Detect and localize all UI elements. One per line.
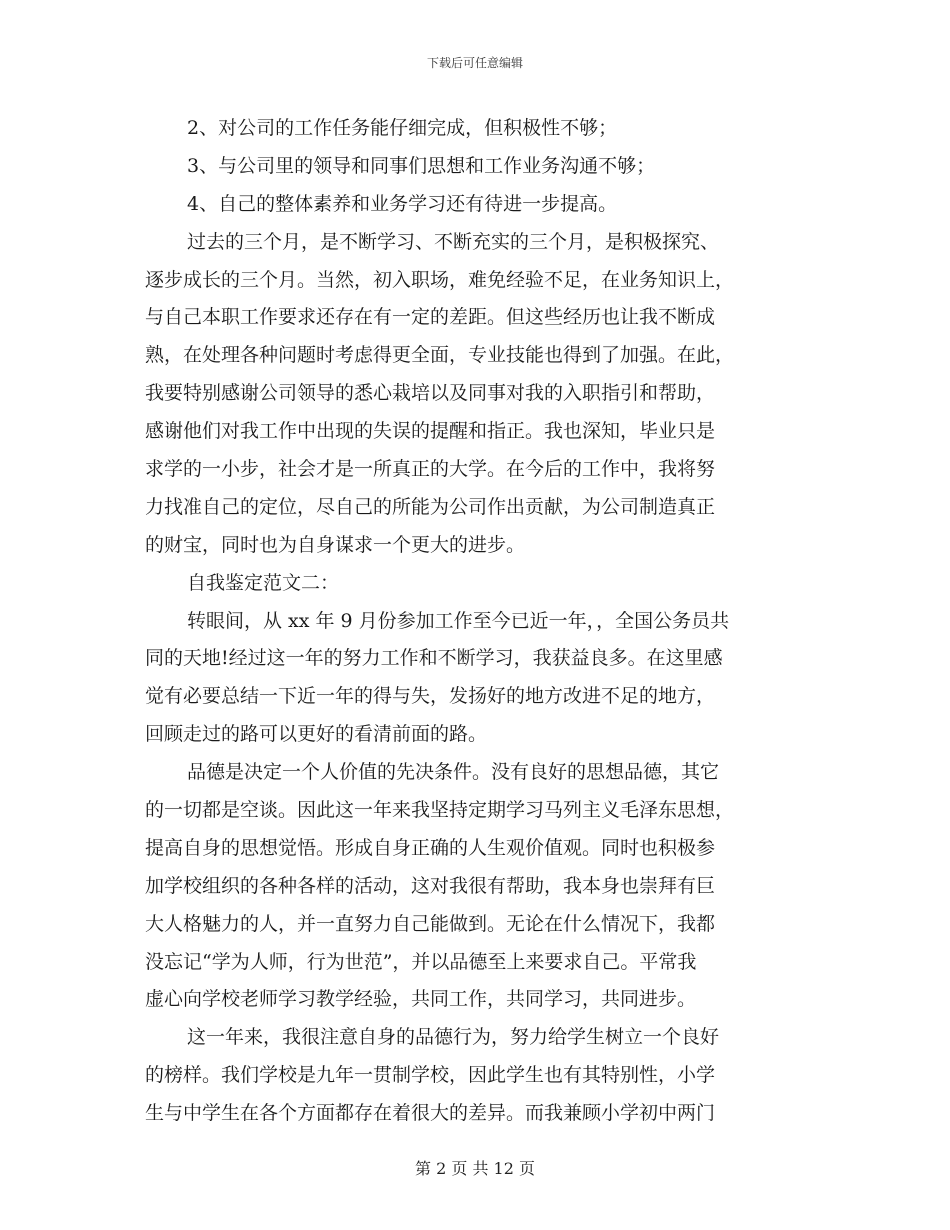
text-line: 品德是决定一个人价值的先决条件。没有良好的思想品德，其它 bbox=[187, 761, 720, 784]
text-line: 同的天地!经过这一年的努力工作和不断学习，我获益良多。在这里感 bbox=[145, 647, 723, 670]
text-line: 的一切都是空谈。因此这一年来我坚持定期学习马列主义毛泽东思想， bbox=[145, 799, 735, 822]
text-line: 力找准自己的定位，尽自己的所能为公司作出贡献，为公司制造真正 bbox=[145, 495, 716, 518]
text-line: 虚心向学校老师学习教学经验，共同工作，共同学习，共同进步。 bbox=[145, 988, 697, 1011]
text-line: 3、与公司里的领导和同事们思想和工作业务沟通不够； bbox=[187, 154, 656, 177]
text-line: 生与中学生在各个方面都存在着很大的差异。而我兼顾小学初中两门 bbox=[145, 1102, 716, 1125]
text-line: 的榜样。我们学校是九年一贯制学校，因此学生也有其特别性，小学 bbox=[145, 1064, 716, 1087]
page-number: 第 2 页 共 12 页 bbox=[415, 1159, 535, 1178]
text-line: 大人格魅力的人，并一直努力自己能做到。无论在什么情况下，我都 bbox=[145, 912, 716, 935]
section-heading: 自我鉴定范文二： bbox=[187, 571, 340, 594]
text-line: 逐步成长的三个月。当然，初入职场，难免经验不足，在业务知识上， bbox=[145, 268, 735, 291]
text-line: 加学校组织的各种各样的活动，这对我很有帮助，我本身也崇拜有巨 bbox=[145, 874, 716, 897]
text-line: 没忘记“学为人师，行为世范”，并以品德至上来要求自己。平常我 bbox=[145, 950, 697, 973]
text-line: 熟，在处理各种问题时考虑得更全面，专业技能也得到了加强。在此， bbox=[145, 344, 735, 367]
text-line: 的财宝，同时也为自身谋求一个更大的进步。 bbox=[145, 533, 526, 556]
text-line: 4、自己的整体素养和业务学习还有待进一步提高。 bbox=[187, 192, 618, 215]
text-line: 提高自身的思想觉悟。形成自身正确的人生观价值观。同时也积极参 bbox=[145, 836, 716, 859]
text-line: 2、对公司的工作任务能仔细完成，但积极性不够； bbox=[187, 117, 618, 139]
text-line: 这一年来，我很注意自身的品德行为，努力给学生树立一个良好 bbox=[187, 1026, 720, 1049]
document-body bbox=[145, 110, 795, 1133]
text-line: 觉有必要总结一下近一年的得与失，发扬好的地方改进不足的地方， bbox=[145, 685, 716, 708]
text-line: 求学的一小步，社会才是一所真正的大学。在今后的工作中，我将努 bbox=[145, 458, 716, 481]
text-line: 转眼间，从 xx 年 9 月份参加工作至今已近一年，，全国公务员共 bbox=[187, 609, 730, 632]
text-line: 感谢他们对我工作中出现的失误的提醒和指正。我也深知，毕业只是 bbox=[145, 420, 716, 443]
text-line: 我要特别感谢公司领导的悉心栽培以及同事对我的入职指引和帮助， bbox=[145, 382, 716, 405]
text-line: 过去的三个月，是不断学习、不断充实的三个月，是积极探究、 bbox=[187, 230, 720, 253]
text-line: 与自己本职工作要求还存在有一定的差距。但这些经历也让我不断成 bbox=[145, 306, 716, 329]
page-header-note: 下载后可任意编辑 bbox=[426, 56, 523, 70]
text-line: 回顾走过的路可以更好的看清前面的路。 bbox=[145, 723, 488, 746]
